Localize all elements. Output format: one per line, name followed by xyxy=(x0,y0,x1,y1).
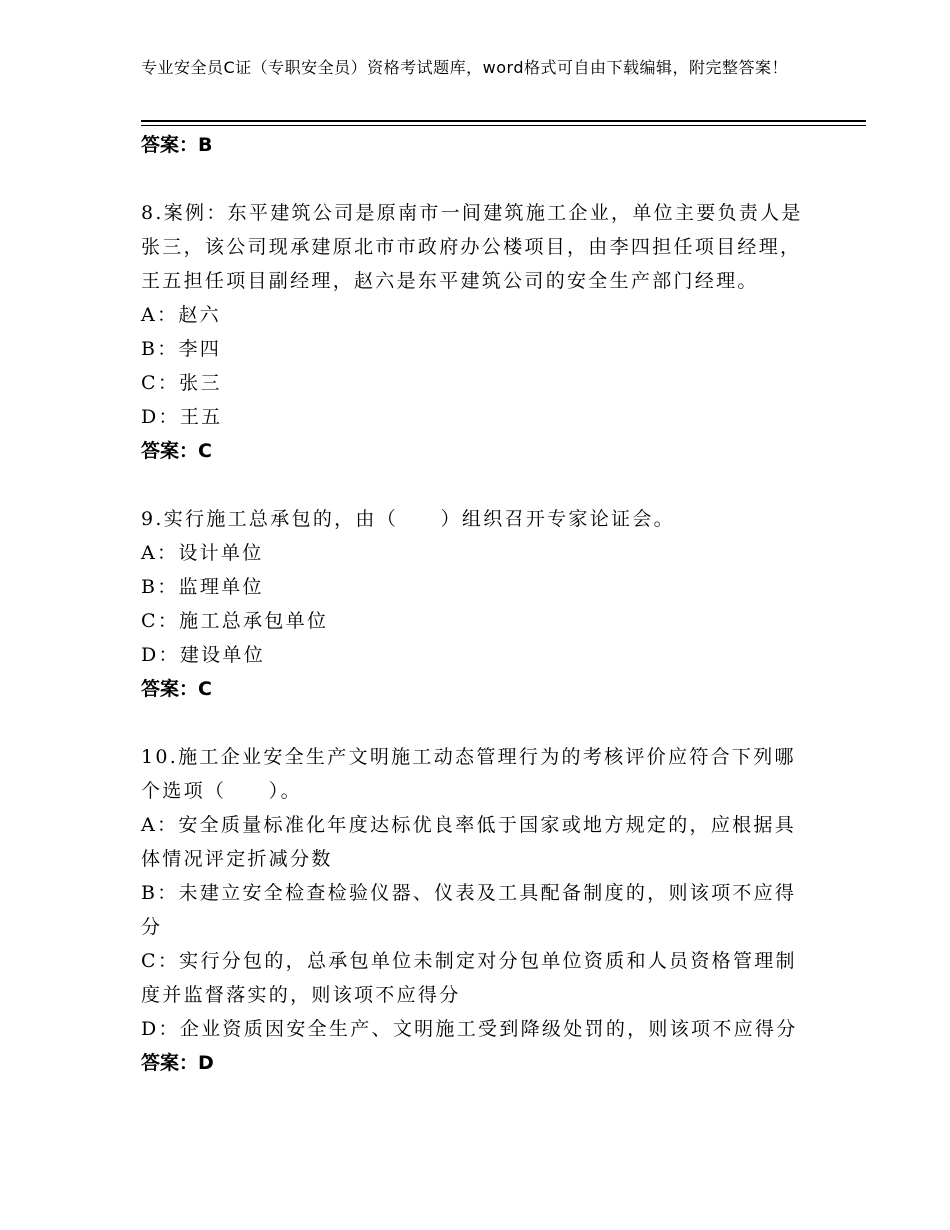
option-c: C：实行分包的，总承包单位未制定对分包单位资质和人员资格管理制度并监督落实的，则该项不应得分 xyxy=(141,950,797,1006)
option-c: C：施工总承包单位 xyxy=(141,610,329,632)
previous-answer: 答案：B xyxy=(141,134,213,156)
option-a: A：安全质量标准化年度达标优良率低于国家或地方规定的，应根据具体情况评定折减分数 xyxy=(141,814,797,870)
question-stem: 8.案例：东平建筑公司是原南市一间建筑施工企业，单位主要负责人是张三，该公司现承建原北市市政府办公楼项目，由李四担任项目经理，王五担任项目副经理，赵六是东平建筑公司的安全生产部门经理。 xyxy=(141,202,803,292)
question-list xyxy=(141,128,811,1080)
page-header: 专业安全员C证（专职安全员）资格考试题库，word格式可自由下载编辑，附完整答案！ xyxy=(141,58,789,77)
header-divider-thin xyxy=(141,125,866,126)
option-a: A：赵六 xyxy=(141,304,221,326)
option-b: B：未建立安全检查检验仪器、仪表及工具配备制度的，则该项不应得分 xyxy=(141,882,797,938)
header-divider-thick xyxy=(141,120,866,122)
option-a: A：设计单位 xyxy=(141,542,264,564)
question-answer: 答案：D xyxy=(141,1052,214,1074)
option-d: D：企业资质因安全生产、文明施工受到降级处罚的，则该项不应得分 xyxy=(141,1018,798,1040)
question-answer: 答案：C xyxy=(141,440,212,462)
option-d: D：王五 xyxy=(141,406,223,428)
question-stem: 10.施工企业安全生产文明施工动态管理行为的考核评价应符合下列哪个选项（ ）。 xyxy=(141,746,796,802)
question-answer: 答案：C xyxy=(141,678,212,700)
question-9 xyxy=(141,502,811,706)
option-b: B：监理单位 xyxy=(141,576,264,598)
option-c: C：张三 xyxy=(141,372,222,394)
question-10 xyxy=(141,740,811,1080)
question-8 xyxy=(141,196,811,468)
question-stem: 9.实行施工总承包的，由（ ）组织召开专家论证会。 xyxy=(141,508,675,530)
option-d: D：建设单位 xyxy=(141,644,266,666)
option-b: B：李四 xyxy=(141,338,222,360)
